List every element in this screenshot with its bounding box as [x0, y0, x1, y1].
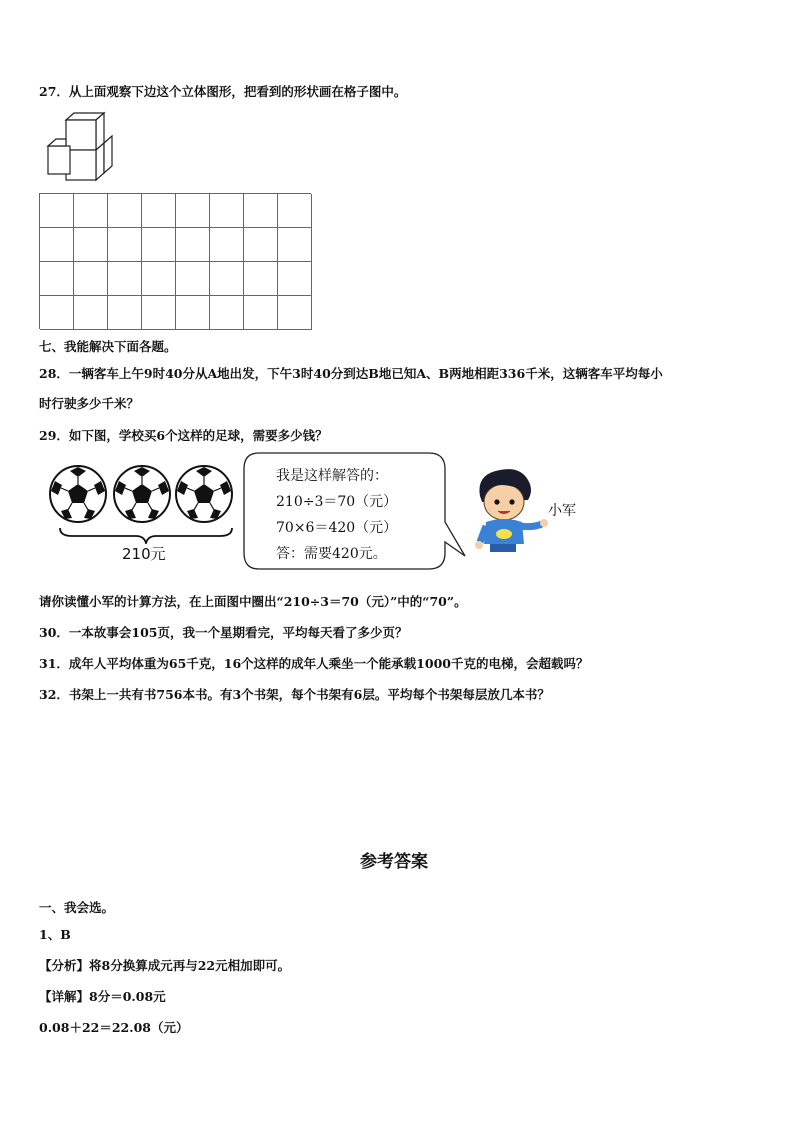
character-name: 小军	[548, 503, 576, 519]
answers-section-1: 一、我会选。	[39, 900, 115, 915]
question-29: 29．如下图，学校买6个这样的足球，需要多少钱？	[39, 428, 328, 443]
answer-detail: 【详解】8分＝0.08元	[39, 989, 166, 1004]
price-label: 210元	[122, 545, 166, 563]
question-31: 31．成年人平均体重为65千克，16个这样的成年人乘坐一个能承载1000千克的电梯，会超载吗？	[39, 656, 589, 671]
question-32: 32．书架上一共有书756本书。有3个书架，每个书架有6层。平均每个书架每层放几本书？	[39, 687, 550, 702]
answer-analysis: 【分析】将8分换算成元再与22元相加即可。	[39, 958, 291, 973]
cube-figure	[44, 110, 120, 186]
bubble-line-4: 答：需要420元。	[276, 546, 387, 562]
question-28-line2: 时行驶多少千米？	[39, 396, 140, 411]
brace-icon	[58, 526, 234, 544]
answers-title: 参考答案	[360, 852, 428, 872]
section-7-heading: 七、我能解决下面各题。	[39, 339, 177, 354]
question-30: 30．一本故事会105页，我一个星期看完，平均每天看了多少页？	[39, 625, 408, 640]
answer-item-1: 1、B	[39, 927, 71, 942]
answer-grid[interactable]	[39, 193, 311, 329]
question-27: 27．从上面观察下边这个立体图形，把看到的形状画在格子图中。	[39, 84, 407, 99]
bubble-line-1: 我是这样解答的：	[276, 468, 388, 484]
question-28-line1: 28．一辆客车上午9时40分从A地出发，下午3时40分到达B地已知A、B两地相距336千米，这辆客车平均每小	[39, 366, 663, 381]
bubble-line-2: 210÷3＝70（元）	[276, 494, 398, 510]
bubble-line-3: 70×6＝420（元）	[276, 520, 398, 536]
answer-calculation: 0.08＋22＝22.08（元）	[39, 1020, 189, 1035]
boy-character-illustration	[470, 466, 550, 556]
question-29-instruction: 请你读懂小军的计算方法，在上面图中圈出“210÷3＝70（元）”中的“70”。	[39, 594, 467, 609]
